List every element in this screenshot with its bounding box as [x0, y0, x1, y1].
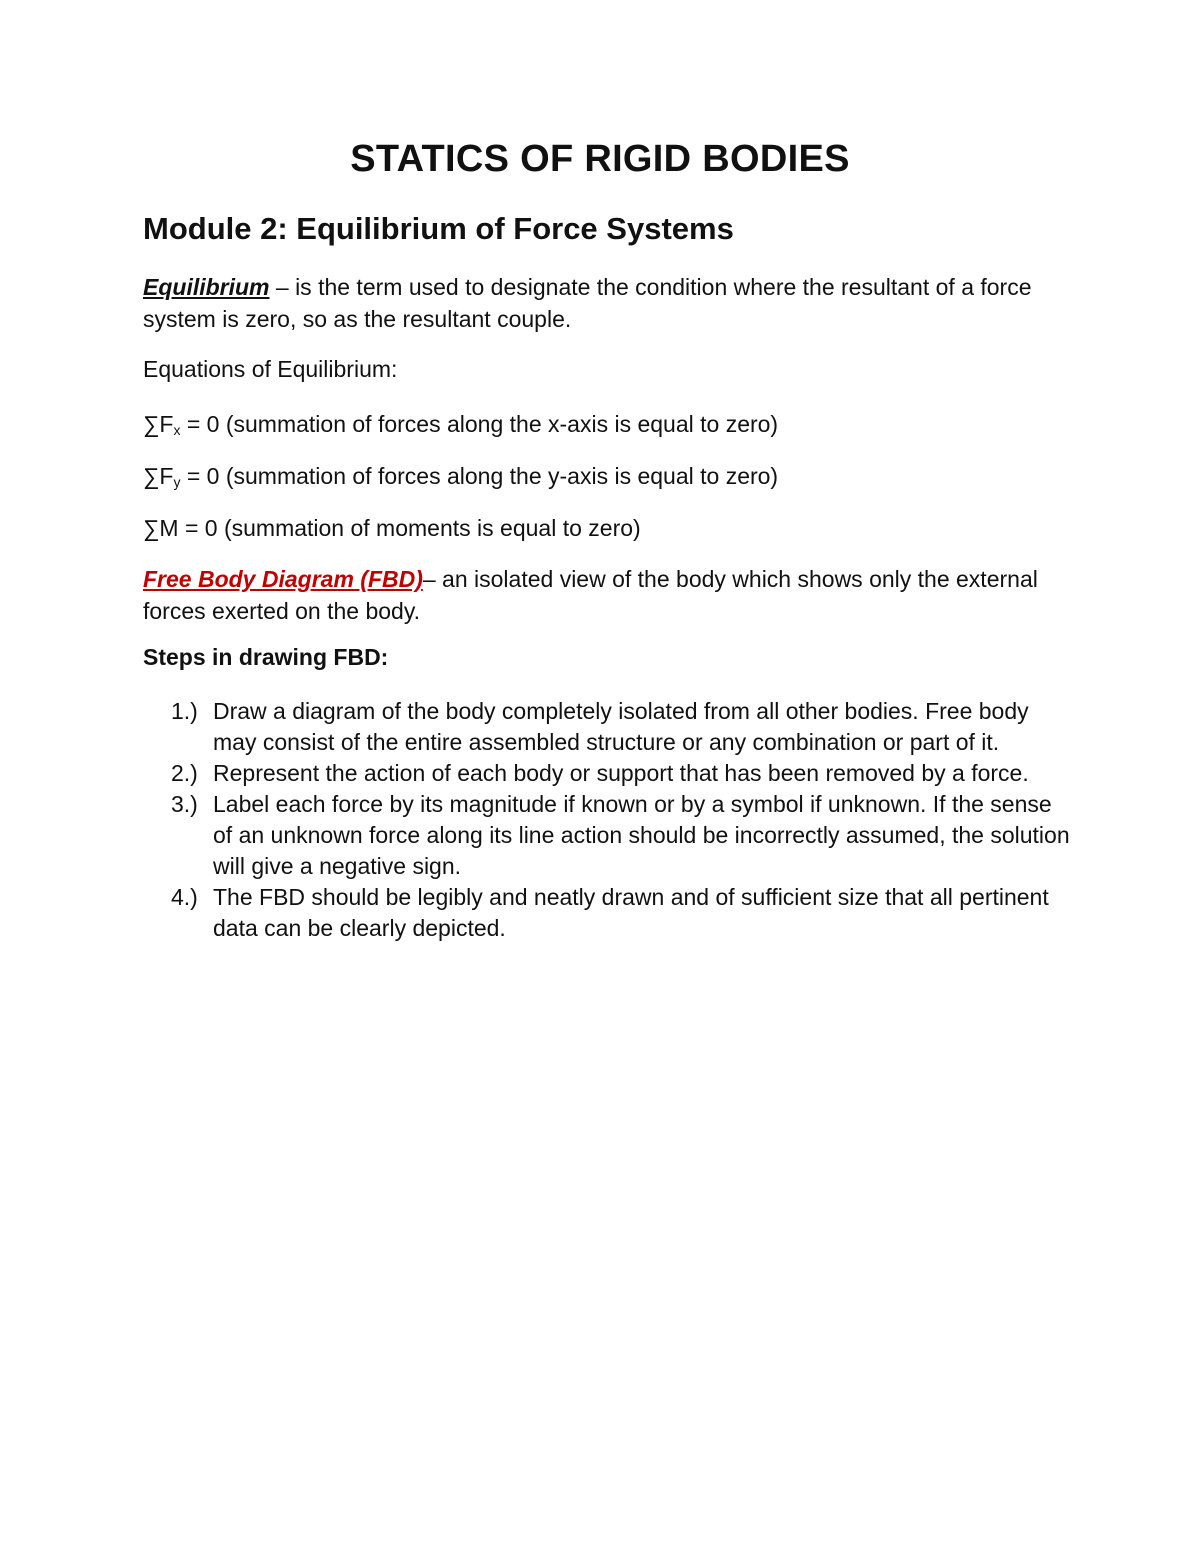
step-number: 1.)	[171, 698, 198, 724]
list-item	[143, 758, 1073, 789]
equilibrium-definition	[143, 271, 1073, 335]
step-number: 4.)	[171, 884, 198, 910]
module-heading: Module 2: Equilibrium of Force Systems	[143, 211, 734, 246]
equation-sum-fx	[143, 408, 778, 446]
equation-subscript: y	[173, 474, 181, 490]
equation-sum-fy	[143, 460, 778, 498]
fbd-definition-text: – an isolated view of the body which shows only the external forces exerted on the body.	[143, 566, 1038, 624]
list-item	[143, 696, 1073, 758]
equation-prefix: ∑M	[143, 515, 179, 541]
list-item	[143, 789, 1073, 882]
equation-prefix: ∑F	[143, 411, 174, 437]
equation-prefix: ∑F	[143, 463, 174, 489]
step-text: Label each force by its magnitude if known or by a symbol if unknown. If the sense of an unknown force along its line action should be incorrectly assumed, the solution will give a negative sign.	[213, 791, 1070, 879]
equilibrium-definition-text: – is the term used to designate the condition where the resultant of a force system is zero, so as the resultant couple.	[143, 274, 1032, 332]
equilibrium-term: Equilibrium	[143, 274, 270, 300]
steps-list	[143, 696, 1073, 944]
list-item	[143, 882, 1073, 944]
fbd-definition	[143, 563, 1073, 627]
step-number: 2.)	[171, 760, 198, 786]
steps-heading: Steps in drawing FBD:	[143, 644, 389, 670]
step-text: The FBD should be legibly and neatly drawn and of sufficient size that all pertinent data can be clearly depicted.	[213, 884, 1049, 941]
step-number: 3.)	[171, 791, 198, 817]
equations-label: Equations of Equilibrium:	[143, 356, 398, 382]
equation-subscript: x	[173, 422, 181, 438]
equation-sum-m	[143, 512, 641, 550]
equation-rest: = 0 (summation of moments is equal to zero)	[178, 515, 641, 541]
step-text: Draw a diagram of the body completely isolated from all other bodies. Free body may consist of the entire assembled structure or any combination or part of it.	[213, 698, 1029, 755]
fbd-term: Free Body Diagram (FBD)	[143, 566, 423, 592]
step-text: Represent the action of each body or support that has been removed by a force.	[213, 760, 1029, 786]
page-title: STATICS OF RIGID BODIES	[350, 138, 850, 180]
equation-rest: = 0 (summation of forces along the y-axis is equal to zero)	[180, 463, 779, 489]
equation-rest: = 0 (summation of forces along the x-axis is equal to zero)	[180, 411, 779, 437]
